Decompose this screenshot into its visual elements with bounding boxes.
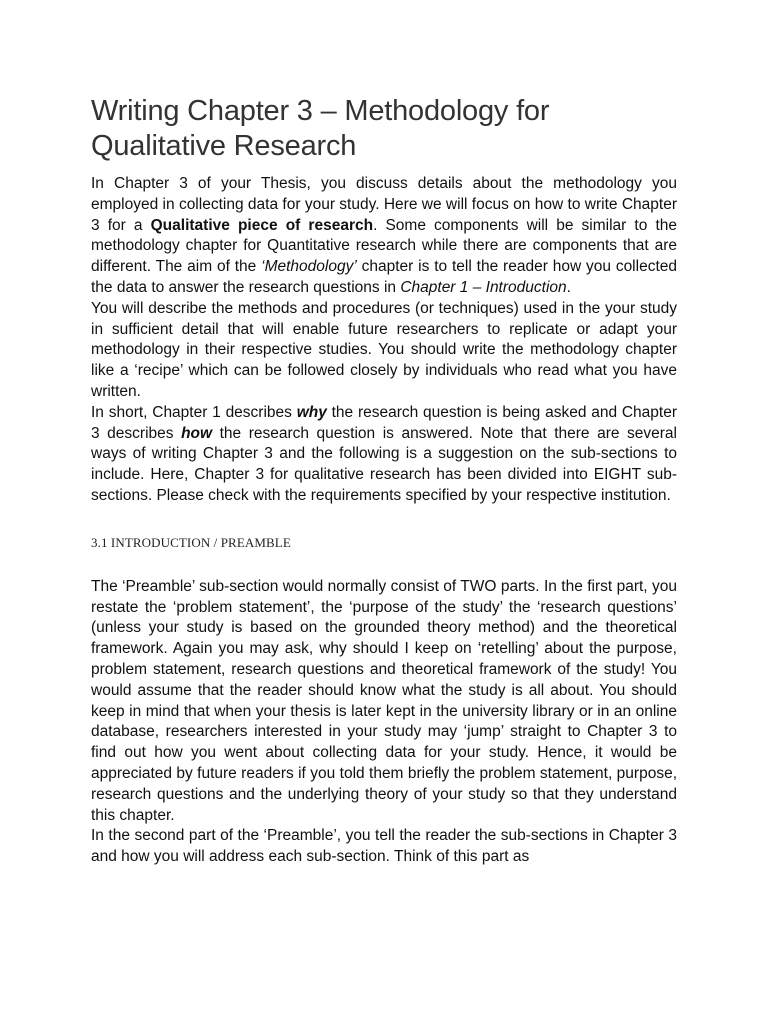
paragraph-intro bbox=[91, 174, 677, 299]
bold-italic-why: why bbox=[296, 403, 327, 421]
paragraph-summary bbox=[91, 403, 677, 507]
page-title: Writing Chapter 3 – Methodology for Qualitative Research bbox=[91, 95, 550, 162]
paragraph-intro-text-a: In Chapter 3 of your Thesis, you discuss details about the methodology you employed in collecting data for your study. Here we will focus on how to write Chapter 3 for a bbox=[91, 175, 677, 234]
paragraph-intro-text-g: . bbox=[566, 278, 571, 296]
paragraph-intro-text-e: chapter is to tell the reader how you collected the data to answer the research questions in bbox=[91, 258, 677, 296]
italic-methodology: ‘Methodology’ bbox=[261, 258, 357, 276]
italic-chapter-1-introduction: Chapter 1 – Introduction bbox=[400, 278, 567, 296]
bold-italic-how: how bbox=[181, 424, 213, 442]
paragraph-preamble: The ‘Preamble’ sub-section would normally consist of TWO parts. In the first part, you restate the ‘problem statement’, the ‘purpose of the study’ the ‘research questions’ (unless your study is based on the grounded theory method) and the theoretical framework. Again you may ask, why should I keep on ‘retelling’ about the purpose, problem statement, research questions and theoretical framework of the study! You would assume that the reader should know what the study is all about. You should keep in mind that when your thesis is later kept in the university library or in an online database, researchers interested in your study may ‘jump’ straight to Chapter 3 to find out how you went about collecting data for your study. Hence, it would be appreciated by future readers if you told them briefly the problem statement, purpose, research questions and the underlying theory of your study so that they understand this chapter. bbox=[91, 577, 677, 824]
document-page bbox=[91, 94, 677, 868]
paragraph-methods: You will describe the methods and procedures (or techniques) used in the your study in sufficient detail that will enable future researchers to replicate or adapt your methodology in their respective studies. You should write the methodology chapter like a ‘recipe’ which can be followed closely by individuals who read what you have written. bbox=[91, 299, 677, 400]
paragraph-summary-text-c: the research question is being asked and Chapter 3 describes bbox=[91, 403, 678, 442]
bold-qualitative-research: Qualitative piece of research bbox=[150, 216, 374, 234]
paragraph-intro-text-c: . Some components will be similar to the methodology chapter for Quantitative research while there are components that are different. The aim of the bbox=[91, 216, 677, 276]
paragraph-summary-text-e: the research question is answered. Note that there are several ways of writing Chapter 3 and the following is a suggestion on the sub-sections to include. Here, Chapter 3 for qualitative research has been divided into EIGHT sub-sections. Please check with the requirements specified by your respective institution. bbox=[91, 424, 677, 504]
paragraph-summary-text-a: In short, Chapter 1 describes bbox=[91, 403, 297, 421]
paragraph-preamble-second-part: In the second part of the ‘Preamble’, you tell the reader the sub-sections in Chapter 3 and how you will address each sub-section. Think of this part as bbox=[91, 827, 677, 866]
section-heading-introduction: 3.1 INTRODUCTION / PREAMBLE bbox=[91, 534, 291, 550]
